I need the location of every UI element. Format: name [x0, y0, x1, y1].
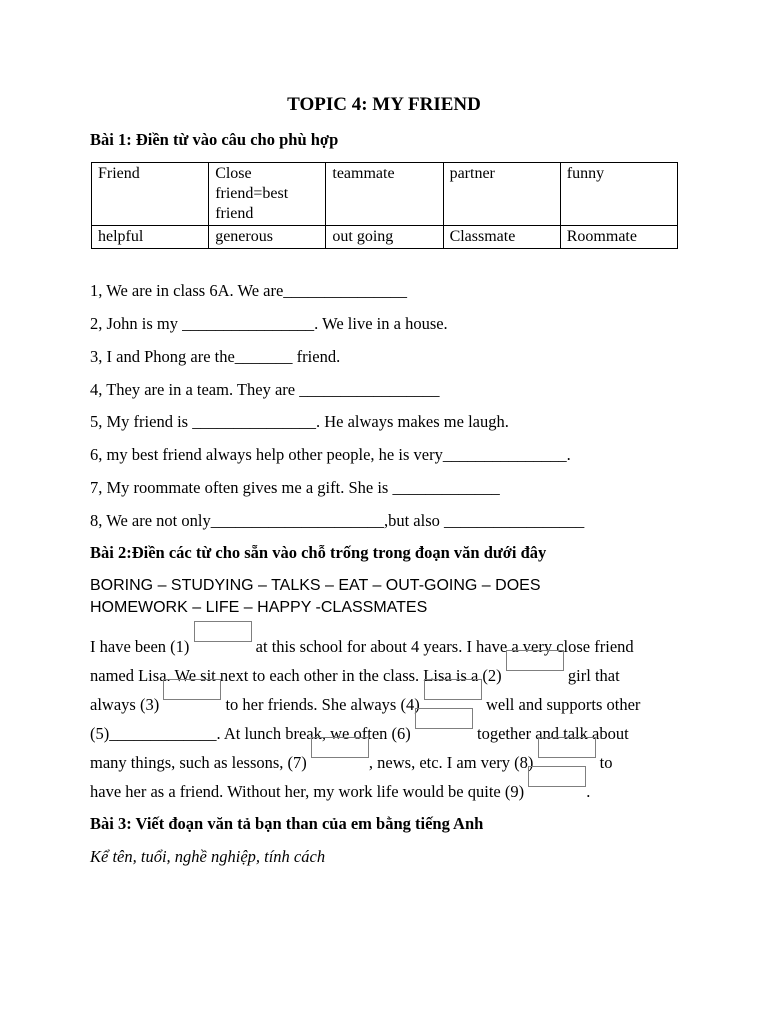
paragraph-text: to	[595, 753, 613, 772]
paragraph-line	[90, 628, 690, 657]
paragraph-text: at this school for about 4 years. I have a very close friend	[251, 637, 634, 656]
table-cell: Friend	[92, 163, 209, 226]
paragraph-text: to her friends. She always (4)	[221, 695, 424, 714]
page-title: TOPIC 4: MY FRIEND	[287, 94, 481, 115]
sentence-1: 1, We are in class 6A. We are_______________	[90, 281, 408, 300]
paragraph-line	[90, 686, 690, 715]
word-bank	[90, 575, 540, 619]
table-row	[92, 226, 678, 249]
blank-7-box[interactable]	[311, 737, 369, 758]
sentence-6: 6, my best friend always help other people, he is very_______________.	[90, 445, 571, 464]
vocabulary-table	[91, 162, 678, 249]
blank-2-box[interactable]	[506, 650, 564, 671]
table-cell: teammate	[326, 163, 443, 226]
sentence-2: 2, John is my ________________. We live in a house.	[90, 314, 448, 333]
table-cell: out going	[326, 226, 443, 249]
paragraph-line	[90, 773, 690, 802]
sentence-7: 7, My roommate often gives me a gift. She is _____________	[90, 478, 500, 497]
blank-8-box[interactable]	[538, 737, 596, 758]
blank-9-box[interactable]	[528, 766, 586, 787]
blank-4-box[interactable]	[424, 679, 482, 700]
blank-6-box[interactable]	[415, 708, 473, 729]
paragraph-line	[90, 744, 690, 773]
paragraph-text: named Lisa. We sit next to each other in the class. Lisa is a (2)	[90, 666, 506, 685]
blank-3-box[interactable]	[163, 679, 221, 700]
paragraph-text: .	[586, 782, 591, 801]
paragraph-text: , news, etc. I am very (8)	[368, 753, 538, 772]
sentence-4: 4, They are in a team. They are _________________	[90, 380, 440, 399]
table-cell: helpful	[92, 226, 209, 249]
paragraph-text: I have been (1)	[90, 637, 194, 656]
table-cell: partner	[443, 163, 560, 226]
table-cell: funny	[560, 163, 677, 226]
sentence-8: 8, We are not only_____________________,but also _________________	[90, 511, 585, 530]
table-cell: Classmate	[443, 226, 560, 249]
exercise-1-heading: Bài 1: Điền từ vào câu cho phù hợp	[90, 130, 339, 149]
paragraph-text: always (3)	[90, 695, 164, 714]
word-bank-line: BORING – STUDYING – TALKS – EAT – OUT-GOING – DOES	[90, 577, 541, 594]
table-cell: Close friend=best friend	[209, 163, 326, 226]
blank-1-box[interactable]	[194, 621, 252, 642]
table-row	[92, 163, 678, 226]
exercise-3-heading: Bài 3: Viết đoạn văn tả bạn than của em bằng tiếng Anh	[90, 814, 484, 833]
table-cell: generous	[209, 226, 326, 249]
paragraph-text: girl that	[563, 666, 620, 685]
paragraph-line	[90, 715, 690, 744]
exercise-2-heading: Bài 2:Điền các từ cho sẵn vào chỗ trống trong đoạn văn dưới đây	[90, 543, 547, 562]
paragraph-text: together and talk about	[472, 724, 629, 743]
table-cell: Roommate	[560, 226, 677, 249]
paragraph-text: many things, such as lessons, (7)	[90, 753, 311, 772]
exercise-3-hint: Kể tên, tuổi, nghề nghiệp, tính cách	[90, 847, 326, 866]
word-bank-line: HOMEWORK – LIFE – HAPPY -CLASSMATES	[90, 599, 428, 616]
sentence-5: 5, My friend is _______________. He always makes me laugh.	[90, 412, 509, 431]
sentence-3: 3, I and Phong are the_______ friend.	[90, 347, 341, 366]
cloze-paragraph	[90, 628, 690, 802]
paragraph-text: well and supports other	[481, 695, 641, 714]
paragraph-text: have her as a friend. Without her, my work life would be quite (9)	[90, 782, 529, 801]
paragraph-text: (5)_____________. At lunch break, we often (6)	[90, 724, 415, 743]
